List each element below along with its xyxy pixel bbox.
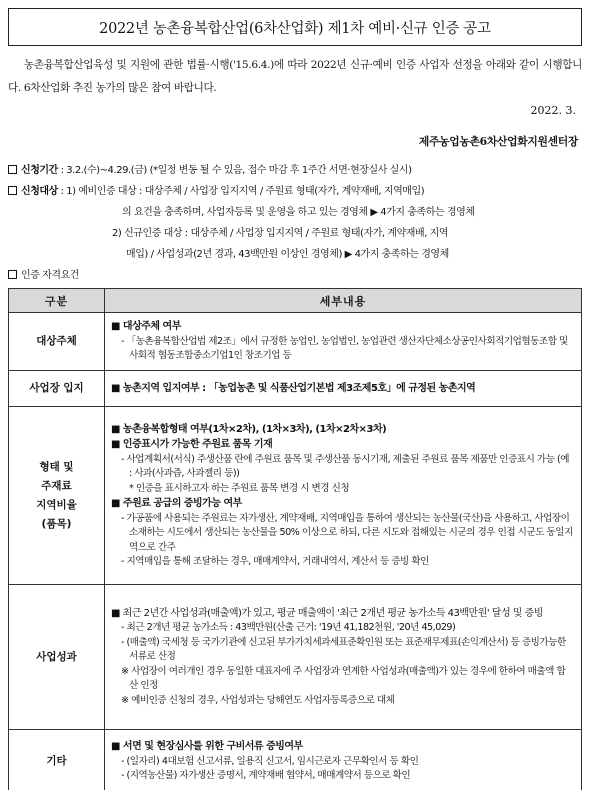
eligibility-line-3: 2) 신규인증 대상 : 대상주체 / 사업장 입지지역 / 주원료 형태(자가, 계약재배, 지역 <box>112 228 449 239</box>
table-row <box>9 585 582 730</box>
application-period-label: 신청기간 <box>21 165 58 176</box>
requirements-heading-text: 인증 자격요건 <box>21 270 79 281</box>
issuing-organization: 제주농업농촌6차산업화지원센터장 <box>418 135 578 148</box>
row-label: 사업성과 <box>9 585 105 730</box>
row-label: 사업장 입지 <box>9 371 105 407</box>
table-header-details: 세부내용 <box>105 289 582 313</box>
row-bullet: ■ 대상주체 여부 <box>111 321 181 333</box>
row-bullet: ■ 인증표시가 가능한 주원료 품목 기재 <box>111 439 273 450</box>
row-label: 형태 및 주재료 지역비율 (품목) <box>9 407 105 585</box>
eligibility <box>8 181 582 265</box>
requirements-heading <box>8 265 79 286</box>
row-content <box>105 407 582 585</box>
row-line: - 사업계획서(서식) 주생산품 란에 주원료 품목 및 주생산품 동시기재, 제출된 주원료 품목 제품만 인증표시 가능 (예 : 사과(사과즙, 사과젤리 등)) <box>121 453 570 479</box>
notice-title <box>8 8 582 46</box>
row-content <box>105 371 582 407</box>
table-row <box>9 313 582 371</box>
row-line: - 「농촌융복합산업법 제2조」에서 규정한 농업인, 농업법인, 농업관련 생산자단체소상공인사회적기업협동조합 및 사회적 협동조합중소기업1인 창조기업 등 <box>121 335 568 362</box>
row-line: - (지역농산물) 자가생산 증명서, 계약재배 협약서, 매매계약서 등으로 확인 <box>121 770 411 782</box>
row-bullet: ■ 농촌융복합형태 여부(1차×2차), (1차×3차), (1차×2차×3차) <box>111 423 387 435</box>
intro-paragraph: 농촌융복합산업육성 및 지원에 관한 법률·시행('15.6.4.)에 따라 2022년 신규·예비 인증 사업자 선정을 아래와 같이 시행합니다. 6차산업화 추진 농가의 많은 참여 바랍니다. <box>8 59 582 94</box>
row-bullet: ■ 농촌지역 입지여부 : 「농업농촌 및 식품산업기본법 제3조제5호」에 규정된 농촌지역 <box>111 382 476 394</box>
checkbox-square-icon <box>8 270 17 279</box>
row-content <box>105 313 582 371</box>
application-period <box>8 160 412 181</box>
checkbox-square-icon <box>8 165 17 174</box>
requirements-table <box>8 288 582 790</box>
title-text: 2022년 농촌융복합산업(6차산업화) 제1차 예비·신규 인증 공고 <box>99 20 491 37</box>
row-bullet: ■ 서면 및 현장심사를 위한 구비서류 증빙여부 <box>111 741 303 753</box>
table-header-row <box>9 289 582 313</box>
row-bullet: ■ 최근 2년간 사업성과(매출액)가 있고, 평균 매출액이 '최근 2개년 평균 농가소득 43백만원' 달성 및 증빙 <box>111 607 543 619</box>
eligibility-line-2: 의 요건을 충족하며, 사업자등록 및 운영을 하고 있는 경영체 ▶ 4가지 충족하는 경영체 <box>122 207 475 218</box>
table-row <box>9 407 582 585</box>
row-content <box>105 585 582 730</box>
table-row <box>9 371 582 407</box>
row-bullet: ■ 주원료 공급의 증빙가능 여부 <box>111 498 242 509</box>
row-content <box>105 730 582 790</box>
row-note: ※ 예비인증 신청의 경우, 사업성과는 당해연도 사업자등록증으로 대체 <box>121 694 395 706</box>
row-line: - 최근 2개년 평균 농가소득 : 43백만원(산출 근거: '19년 41,182천원, '20년 45,029) <box>121 622 456 634</box>
eligibility-line-4: 매입) / 사업성과(2년 경과, 43백만원 이상인 경영체) ▶ 4가지 충족하는 경영체 <box>126 249 449 260</box>
row-line: - (일자리) 4대보험 신고서류, 일용직 신고서, 임시근로자 근무확인서 등 확인 <box>121 755 419 767</box>
row-note: * 인증을 표시하고자 하는 주원료 품목 변경 시 변경 신청 <box>129 482 350 494</box>
eligibility-line-1: : 1) 예비인증 대상 : 대상주체 / 사업장 입지지역 / 주원료 형태(자가, 계약재배, 지역매입) <box>60 186 425 197</box>
checkbox-square-icon <box>8 186 17 195</box>
table-row <box>9 730 582 790</box>
row-label: 기타 <box>9 730 105 790</box>
eligibility-label: 신청대상 <box>21 186 58 197</box>
row-line: - 지역매입을 통해 조달하는 경우, 매매계약서, 거래내역서, 계산서 등 증빙 확인 <box>121 556 429 567</box>
row-label: 대상주체 <box>9 313 105 371</box>
row-line: - (매출액) 국세청 등 국가기관에 신고된 부가가치세과세표준확인원 또는 표준재무제표(손익계산서) 등 증빙가능한 서류로 산정 <box>121 636 566 663</box>
table-header-category: 구분 <box>9 289 105 313</box>
row-note: ※ 사업장이 여러개인 경우 동일한 대표자에 주 사업장과 연계한 사업성과(매출액)가 있는 경우에 한하여 매출액 합산 인정 <box>121 665 566 692</box>
row-line: - 가공품에 사용되는 주원료는 자가생산, 계약재배, 지역매입을 통하여 생산되는 농산물(국산)을 사용하고, 사업장이 소재하는 시도에서 생산되는 농산물을 50% 이상으로 하되, 다른 시도와 접해있는 시군의 경우 인접 시군도 동일지역으로 간주 <box>121 512 573 553</box>
application-period-text: : 3.2.(수)~4.29.(금) (*일정 변동 될 수 있음, 접수 마감 후 1주간 서면·현장실사 실시) <box>60 165 412 176</box>
notice-date: 2022. 3. <box>530 104 576 117</box>
